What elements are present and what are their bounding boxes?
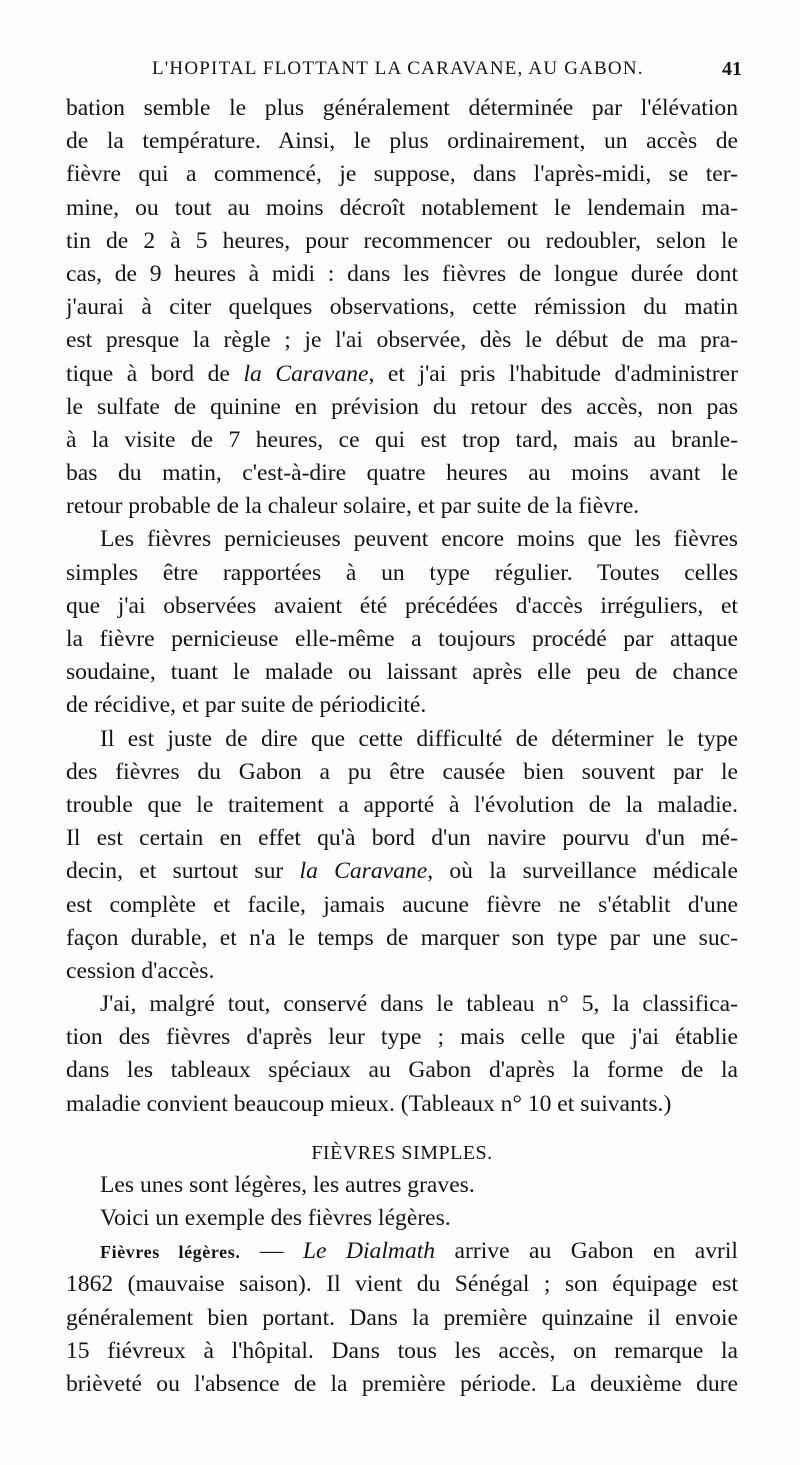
- text-line: 1862 (mauvaise saison). Il vient du Sénégal ; son équipage est: [66, 1271, 738, 1298]
- running-head: [152, 58, 742, 88]
- text-line: le sulfate de quinine en prévision du retour des accès, non pas: [66, 393, 738, 420]
- text-line: de la température. Ainsi, le plus ordinairement, un accès de: [66, 128, 738, 155]
- text-line: simples être rapportées à un type régulier. Toutes celles: [66, 559, 738, 586]
- text-line: cas, de 9 heures à midi : dans les fièvres de longue durée dont: [66, 260, 738, 287]
- text-line: bas du matin, c'est-à-dire quatre heures au moins avant le: [66, 460, 738, 487]
- text-line: est presque la règle ; je l'ai observée, dès le début de ma pra-: [66, 327, 738, 354]
- text-line: J'ai, malgré tout, conservé dans le tableau n° 5, la classifica-: [100, 991, 738, 1018]
- page-number: 41: [722, 58, 742, 80]
- text-line: fièvre qui a commencé, je suppose, dans l'après-midi, se ter-: [66, 161, 738, 188]
- text-line: Les fièvres pernicieuses peuvent encore moins que les fièvres: [100, 526, 738, 553]
- text-line: trouble que le traitement a apporté à l'évolution de la maladie.: [66, 791, 738, 818]
- text-line: maladie convient beaucoup mieux. (Tableaux n° 10 et suivants.): [66, 1090, 672, 1117]
- text-line: dans les tableaux spéciaux au Gabon d'après la forme de la: [66, 1057, 738, 1084]
- section-heading: FIÈVRES SIMPLES.: [311, 1141, 493, 1164]
- text-line: généralement bien portant. Dans la première quinzaine il envoie: [66, 1304, 738, 1331]
- text-segment: , où la surveillance médicale: [427, 858, 738, 885]
- text-line: brièveté ou l'absence de la première période. La deuxième dure: [66, 1370, 738, 1397]
- text-line: Il est certain en effet qu'à bord d'un navire pourvu d'un mé-: [66, 825, 738, 852]
- em-dash: —: [240, 1238, 303, 1265]
- text-line: la fièvre pernicieuse elle-même a toujours procédé par attaque: [66, 626, 738, 652]
- text-line: bation semble le plus généralement déterminée par l'élévation: [66, 95, 738, 121]
- run-in-heading: Fièvres légères.: [100, 1242, 241, 1263]
- text-line: Les unes sont légères, les autres graves.: [100, 1171, 475, 1198]
- text-line: retour probable de la chaleur solaire, et par suite de la fièvre.: [66, 493, 640, 520]
- ship-name: la Caravane: [243, 360, 369, 387]
- text-line: mine, ou tout au moins décroît notablement le lendemain ma-: [66, 194, 738, 221]
- text-line: j'aurai à citer quelques observations, cette rémission du matin: [66, 294, 738, 321]
- text-line: tin de 2 à 5 heures, pour recommencer ou redoubler, selon le: [66, 227, 738, 254]
- text-line: des fièvres du Gabon a pu être causée bien souvent par le: [66, 758, 738, 785]
- text-line: soudaine, tuant le malade ou laissant après elle peu de chance: [66, 659, 738, 686]
- text-segment: arrive au Gabon en avril: [435, 1238, 738, 1265]
- text-line: 15 fiévreux à l'hôpital. Dans tous les accès, on remarque la: [66, 1337, 738, 1364]
- text-line: que j'ai observées avaient été précédées d'accès irréguliers, et: [66, 592, 738, 619]
- text-segment: , et j'ai pris l'habitude d'administrer: [368, 360, 738, 387]
- text-line: Il est juste de dire que cette difficulté de déterminer le type: [100, 725, 738, 752]
- text-line: [66, 1235, 738, 1268]
- text-line: de récidive, et par suite de périodicité.: [66, 692, 427, 719]
- text-line: façon durable, et n'a le temps de marquer son type par une suc-: [66, 924, 738, 951]
- body-text: [66, 92, 738, 1401]
- text-segment: tique à bord de: [66, 360, 244, 387]
- text-line: [66, 358, 738, 391]
- text-line: Voici un exemple des fièvres légères.: [100, 1205, 451, 1231]
- text-line: [66, 855, 738, 888]
- ship-name: la Caravane: [299, 858, 428, 885]
- running-title: L'HOPITAL FLOTTANT LA CARAVANE, AU GABON.: [152, 58, 644, 79]
- ship-name: Le Dialmath: [302, 1238, 436, 1265]
- text-line: cession d'accès.: [66, 957, 215, 984]
- text-segment: decin, et surtout sur: [66, 858, 300, 885]
- text-line: est complète et facile, jamais aucune fièvre ne s'établit d'une: [66, 891, 738, 918]
- text-line: tion des fièvres d'après leur type ; mais celle que j'ai établie: [66, 1024, 738, 1051]
- text-line: à la visite de 7 heures, ce qui est trop tard, mais au branle-: [66, 426, 738, 453]
